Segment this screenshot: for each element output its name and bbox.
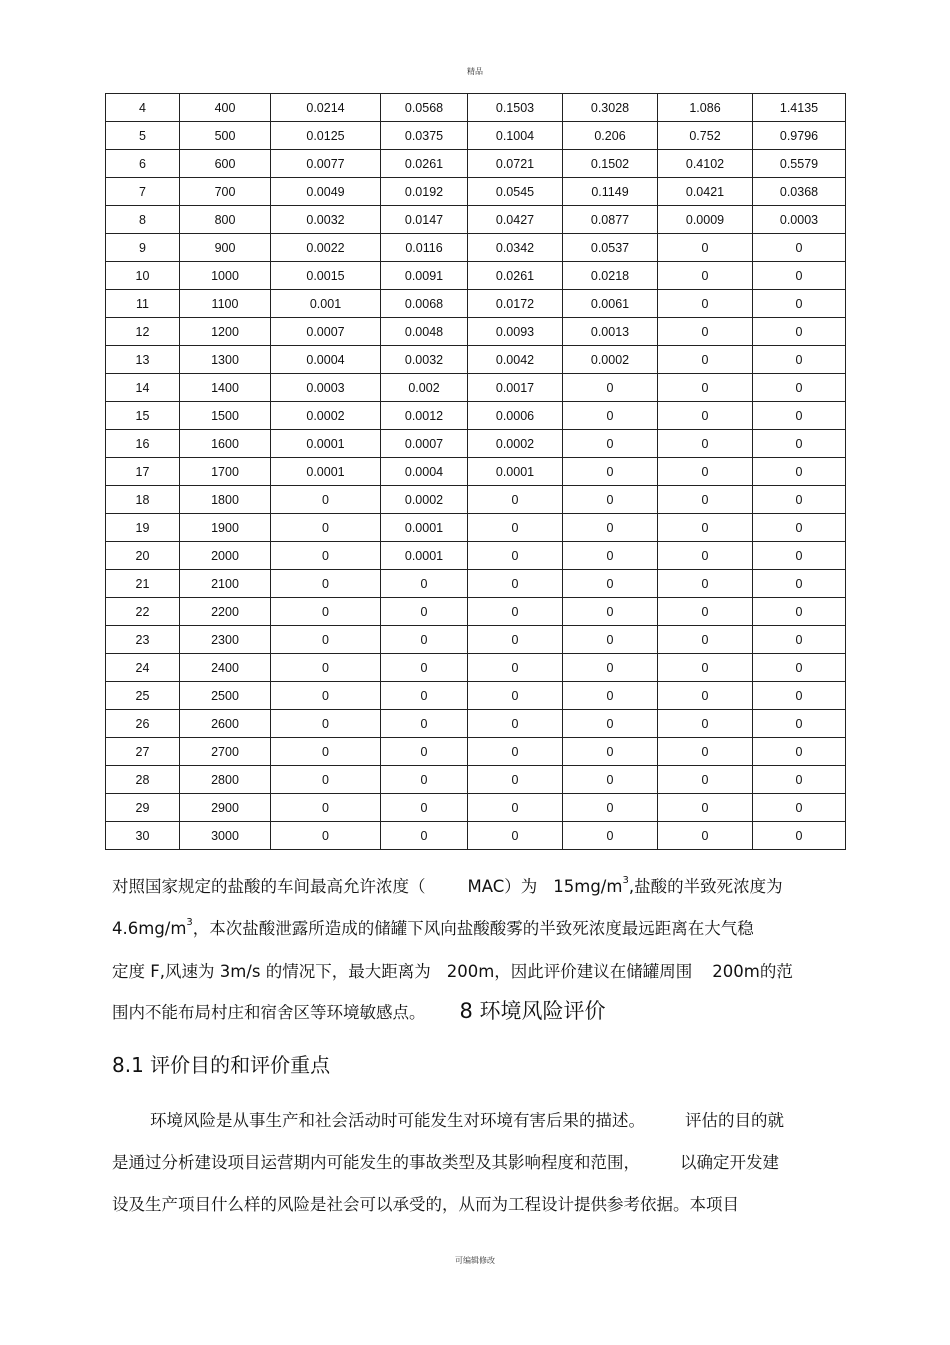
text-segment: 15mg/m xyxy=(553,877,623,896)
table-cell: 0 xyxy=(753,654,846,682)
table-cell: 0.0006 xyxy=(468,402,563,430)
text-segment: 评估的目的就 xyxy=(685,1111,784,1130)
table-cell: 0 xyxy=(753,598,846,626)
table-cell: 0 xyxy=(563,598,658,626)
table-cell: 600 xyxy=(180,150,271,178)
table-cell: 0.0077 xyxy=(271,150,381,178)
table-row xyxy=(106,94,846,122)
table-cell: 0.0032 xyxy=(381,346,468,374)
table-cell: 0.002 xyxy=(381,374,468,402)
table-cell: 0 xyxy=(753,262,846,290)
table-cell: 0 xyxy=(658,626,753,654)
table-row xyxy=(106,206,846,234)
table-cell: 0 xyxy=(563,794,658,822)
table-cell: 0.4102 xyxy=(658,150,753,178)
table-cell: 1000 xyxy=(180,262,271,290)
table-cell: 8 xyxy=(106,206,180,234)
table-cell: 0 xyxy=(271,738,381,766)
table-cell: 0.0002 xyxy=(563,346,658,374)
table-body xyxy=(106,94,846,850)
paragraph-1-line-4 xyxy=(112,1000,842,1024)
table-cell: 0.0002 xyxy=(381,486,468,514)
table-cell: 0 xyxy=(658,458,753,486)
text-segment: ，本次盐酸泄露所造成的储罐下风向盐酸酸雾的半致死浓度最远距离在大气稳 xyxy=(192,919,754,938)
table-row xyxy=(106,234,846,262)
table-cell: 1.4135 xyxy=(753,94,846,122)
table-cell: 0.0017 xyxy=(468,374,563,402)
table-cell: 0 xyxy=(658,318,753,346)
table-cell: 0 xyxy=(658,738,753,766)
table-cell: 0 xyxy=(658,710,753,738)
table-cell: 0 xyxy=(468,710,563,738)
table-cell: 2900 xyxy=(180,794,271,822)
superscript: 3 xyxy=(622,875,629,886)
table-row xyxy=(106,570,846,598)
table-cell: 0 xyxy=(658,402,753,430)
table-cell: 0 xyxy=(753,290,846,318)
table-cell: 0 xyxy=(271,822,381,850)
table-cell: 0 xyxy=(381,626,468,654)
text-segment: 200m，因此评价建议在储罐周围 xyxy=(446,962,693,981)
table-cell: 17 xyxy=(106,458,180,486)
table-cell: 0 xyxy=(753,234,846,262)
table-cell: 0 xyxy=(753,626,846,654)
table-cell: 0 xyxy=(468,598,563,626)
table-row xyxy=(106,290,846,318)
table-row xyxy=(106,262,846,290)
table-cell: 0.0001 xyxy=(271,430,381,458)
table-cell: 1800 xyxy=(180,486,271,514)
table-cell: 2800 xyxy=(180,766,271,794)
table-cell: 0 xyxy=(563,542,658,570)
table-cell: 2700 xyxy=(180,738,271,766)
table-cell: 0.0192 xyxy=(381,178,468,206)
table-cell: 0.0009 xyxy=(658,206,753,234)
table-row xyxy=(106,178,846,206)
table-cell: 0 xyxy=(753,794,846,822)
paragraph-2-line-3: 设及生产项目什么样的风险是社会可以承受的，从而为工程设计提供参考依据。本项目 xyxy=(112,1195,739,1214)
table-cell: 0 xyxy=(271,682,381,710)
table-cell: 0 xyxy=(563,514,658,542)
table-cell: 0.0125 xyxy=(271,122,381,150)
table-cell: 0 xyxy=(271,570,381,598)
table-cell: 19 xyxy=(106,514,180,542)
table-cell: 0.0022 xyxy=(271,234,381,262)
table-cell: 0 xyxy=(563,402,658,430)
table-cell: 0.1004 xyxy=(468,122,563,150)
table-cell: 0 xyxy=(381,654,468,682)
table-cell: 7 xyxy=(106,178,180,206)
table-cell: 0 xyxy=(468,514,563,542)
table-cell: 1200 xyxy=(180,318,271,346)
table-cell: 0.206 xyxy=(563,122,658,150)
table-cell: 0 xyxy=(753,766,846,794)
table-cell: 0 xyxy=(753,738,846,766)
table-cell: 0 xyxy=(468,654,563,682)
table-cell: 0.0012 xyxy=(381,402,468,430)
table-cell: 400 xyxy=(180,94,271,122)
table-cell: 4 xyxy=(106,94,180,122)
table-cell: 0 xyxy=(563,430,658,458)
table-row xyxy=(106,598,846,626)
paragraph-1-line-2 xyxy=(112,918,842,940)
table-cell: 30 xyxy=(106,822,180,850)
table-cell: 0 xyxy=(753,346,846,374)
table-cell: 13 xyxy=(106,346,180,374)
table-cell: 12 xyxy=(106,318,180,346)
table-row xyxy=(106,402,846,430)
table-cell: 0 xyxy=(381,710,468,738)
table-cell: 0.0091 xyxy=(381,262,468,290)
table-cell: 0.0261 xyxy=(468,262,563,290)
table-cell: 0.0004 xyxy=(381,458,468,486)
table-cell: 0.0368 xyxy=(753,178,846,206)
table-cell: 0.0218 xyxy=(563,262,658,290)
table-cell: 0 xyxy=(468,570,563,598)
table-cell: 0.0001 xyxy=(468,458,563,486)
paragraph-1-line-1 xyxy=(112,876,842,898)
table-cell: 0 xyxy=(271,626,381,654)
table-cell: 0.0002 xyxy=(468,430,563,458)
table-row xyxy=(106,654,846,682)
table-cell: 0.0721 xyxy=(468,150,563,178)
table-cell: 0 xyxy=(753,822,846,850)
table-cell: 0 xyxy=(753,570,846,598)
table-cell: 0 xyxy=(381,598,468,626)
table-cell: 0.5579 xyxy=(753,150,846,178)
table-cell: 0.0068 xyxy=(381,290,468,318)
table-cell: 0.752 xyxy=(658,122,753,150)
table-cell: 0 xyxy=(271,486,381,514)
table-cell: 27 xyxy=(106,738,180,766)
table-cell: 29 xyxy=(106,794,180,822)
table-cell: 21 xyxy=(106,570,180,598)
table-cell: 0.0015 xyxy=(271,262,381,290)
table-cell: 0.0877 xyxy=(563,206,658,234)
table-cell: 0.0002 xyxy=(271,402,381,430)
text-segment: 环境风险是从事生产和社会活动时可能发生对环境有害后果的描述。 xyxy=(150,1111,645,1130)
text-segment: 围内不能布局村庄和宿舍区等环境敏感点。 xyxy=(112,1003,426,1022)
table-cell: 800 xyxy=(180,206,271,234)
text-segment: 以确定开发建 xyxy=(680,1153,779,1172)
table-cell: 0.0061 xyxy=(563,290,658,318)
table-cell: 0 xyxy=(753,514,846,542)
table-cell: 0 xyxy=(658,262,753,290)
table-row xyxy=(106,710,846,738)
table-cell: 0 xyxy=(658,514,753,542)
table-cell: 0.0568 xyxy=(381,94,468,122)
paragraph-2-line-2 xyxy=(112,1152,842,1174)
table-cell: 0 xyxy=(658,486,753,514)
table-cell: 0.0032 xyxy=(271,206,381,234)
table-cell: 2300 xyxy=(180,626,271,654)
table-row xyxy=(106,374,846,402)
text-segment: 对照国家规定的盐酸的车间最高允许浓度（ xyxy=(112,877,426,896)
text-segment: 是通过分析建设项目运营期内可能发生的事故类型及其影响程度和范围， xyxy=(112,1153,640,1172)
table-cell: 0.0214 xyxy=(271,94,381,122)
table-cell: 0 xyxy=(563,486,658,514)
table-cell: 18 xyxy=(106,486,180,514)
table-cell: 0 xyxy=(381,766,468,794)
table-cell: 0.0537 xyxy=(563,234,658,262)
table-cell: 0 xyxy=(658,794,753,822)
table-cell: 0.0147 xyxy=(381,206,468,234)
table-row xyxy=(106,346,846,374)
table-cell: 0.0427 xyxy=(468,206,563,234)
table-cell: 0 xyxy=(658,682,753,710)
table-cell: 0 xyxy=(271,766,381,794)
table-cell: 0.3028 xyxy=(563,94,658,122)
table-cell: 0 xyxy=(468,486,563,514)
table-cell: 1400 xyxy=(180,374,271,402)
table-cell: 1300 xyxy=(180,346,271,374)
table-cell: 0 xyxy=(753,542,846,570)
table-cell: 1500 xyxy=(180,402,271,430)
table-cell: 0 xyxy=(381,794,468,822)
table-cell: 0.0048 xyxy=(381,318,468,346)
table-row xyxy=(106,682,846,710)
table-cell: 0 xyxy=(658,570,753,598)
text-segment: 4.6mg/m xyxy=(112,919,187,938)
table-cell: 2600 xyxy=(180,710,271,738)
table-cell: 5 xyxy=(106,122,180,150)
table-cell: 0.0003 xyxy=(271,374,381,402)
table-cell: 0.1502 xyxy=(563,150,658,178)
table-cell: 11 xyxy=(106,290,180,318)
table-cell: 0 xyxy=(563,682,658,710)
table-cell: 0 xyxy=(658,598,753,626)
table-row xyxy=(106,430,846,458)
table-cell: 700 xyxy=(180,178,271,206)
text-segment: MAC）为 xyxy=(467,877,538,896)
table-cell: 0 xyxy=(753,486,846,514)
concentration-table xyxy=(105,93,846,850)
table-cell: 0 xyxy=(563,654,658,682)
table-cell: 0 xyxy=(563,458,658,486)
page-header-mark: 精品 xyxy=(467,67,483,76)
table-cell: 0 xyxy=(563,766,658,794)
table-cell: 0 xyxy=(381,738,468,766)
table-cell: 26 xyxy=(106,710,180,738)
table-cell: 0 xyxy=(658,346,753,374)
text-segment: 200m的范 xyxy=(712,962,793,981)
table-cell: 0 xyxy=(753,458,846,486)
table-cell: 0 xyxy=(658,290,753,318)
table-cell: 0 xyxy=(468,626,563,654)
table-cell: 9 xyxy=(106,234,180,262)
table-cell: 0 xyxy=(271,654,381,682)
table-cell: 0 xyxy=(753,430,846,458)
table-cell: 0.0007 xyxy=(271,318,381,346)
paragraph-1-line-3 xyxy=(112,961,842,983)
table-cell: 0.0049 xyxy=(271,178,381,206)
table-cell: 0 xyxy=(563,626,658,654)
table-cell: 0.0421 xyxy=(658,178,753,206)
table-cell: 0 xyxy=(658,822,753,850)
table-cell: 0 xyxy=(658,654,753,682)
table-cell: 0.0003 xyxy=(753,206,846,234)
table-cell: 0.0342 xyxy=(468,234,563,262)
table-cell: 28 xyxy=(106,766,180,794)
table-row xyxy=(106,514,846,542)
table-cell: 16 xyxy=(106,430,180,458)
table-cell: 2200 xyxy=(180,598,271,626)
table-cell: 900 xyxy=(180,234,271,262)
table-cell: 0 xyxy=(753,318,846,346)
table-cell: 0 xyxy=(271,514,381,542)
table-cell: 2000 xyxy=(180,542,271,570)
table-cell: 1900 xyxy=(180,514,271,542)
table-cell: 0.0375 xyxy=(381,122,468,150)
table-cell: 0.0001 xyxy=(381,514,468,542)
table-cell: 1100 xyxy=(180,290,271,318)
table-row xyxy=(106,822,846,850)
table-row xyxy=(106,766,846,794)
table-cell: 0.0013 xyxy=(563,318,658,346)
table-cell: 0.0093 xyxy=(468,318,563,346)
table-cell: 0 xyxy=(563,374,658,402)
table-row xyxy=(106,794,846,822)
table-cell: 0 xyxy=(563,822,658,850)
table-cell: 0.0004 xyxy=(271,346,381,374)
table-cell: 0 xyxy=(271,542,381,570)
table-cell: 1600 xyxy=(180,430,271,458)
table-cell: 0 xyxy=(658,430,753,458)
table-cell: 0 xyxy=(658,542,753,570)
table-cell: 22 xyxy=(106,598,180,626)
section-heading-8: 8 环境风险评价 xyxy=(459,999,606,1023)
table-cell: 1.086 xyxy=(658,94,753,122)
superscript: 3 xyxy=(186,917,193,928)
table-cell: 0.0001 xyxy=(271,458,381,486)
text-segment: ,盐酸的半致死浓度为 xyxy=(628,877,783,896)
table-cell: 0 xyxy=(271,598,381,626)
text-segment: 定度 F,风速为 3m/s 的情况下，最大距离为 xyxy=(112,962,431,981)
table-cell: 500 xyxy=(180,122,271,150)
table-row xyxy=(106,458,846,486)
table-cell: 0.0261 xyxy=(381,150,468,178)
table-cell: 0 xyxy=(381,682,468,710)
table-cell: 0 xyxy=(563,710,658,738)
table-cell: 0 xyxy=(271,710,381,738)
table-cell: 0 xyxy=(468,738,563,766)
table-cell: 15 xyxy=(106,402,180,430)
table-cell: 0 xyxy=(563,738,658,766)
table-cell: 0.0116 xyxy=(381,234,468,262)
table-cell: 25 xyxy=(106,682,180,710)
table-row xyxy=(106,626,846,654)
table-cell: 0 xyxy=(563,570,658,598)
table-row xyxy=(106,122,846,150)
table-cell: 2100 xyxy=(180,570,271,598)
table-cell: 0 xyxy=(658,766,753,794)
table-cell: 20 xyxy=(106,542,180,570)
table-cell: 3000 xyxy=(180,822,271,850)
table-cell: 0 xyxy=(271,794,381,822)
table-cell: 0 xyxy=(753,710,846,738)
table-cell: 6 xyxy=(106,150,180,178)
table-row xyxy=(106,150,846,178)
page-footer-mark: 可编辑修改 xyxy=(455,1256,495,1265)
table-cell: 0.001 xyxy=(271,290,381,318)
table-cell: 0.0172 xyxy=(468,290,563,318)
table-cell: 0 xyxy=(658,374,753,402)
table-cell: 0 xyxy=(381,822,468,850)
table-cell: 0 xyxy=(753,374,846,402)
table-cell: 0 xyxy=(468,542,563,570)
table-cell: 0 xyxy=(468,682,563,710)
table-row xyxy=(106,486,846,514)
table-row xyxy=(106,738,846,766)
table-cell: 14 xyxy=(106,374,180,402)
table-cell: 0.0042 xyxy=(468,346,563,374)
table-cell: 0 xyxy=(753,402,846,430)
paragraph-2-line-1 xyxy=(112,1110,842,1132)
table-cell: 2400 xyxy=(180,654,271,682)
table-cell: 0.1503 xyxy=(468,94,563,122)
table-cell: 0.0007 xyxy=(381,430,468,458)
table-row xyxy=(106,318,846,346)
table-cell: 0.9796 xyxy=(753,122,846,150)
table-cell: 0 xyxy=(381,570,468,598)
table-cell: 10 xyxy=(106,262,180,290)
section-heading-8-1: 8.1 评价目的和评价重点 xyxy=(112,1053,331,1077)
table-cell: 24 xyxy=(106,654,180,682)
table-cell: 0 xyxy=(753,682,846,710)
table-cell: 0 xyxy=(468,794,563,822)
table-cell: 1700 xyxy=(180,458,271,486)
table-cell: 0.0545 xyxy=(468,178,563,206)
table-row xyxy=(106,542,846,570)
table-cell: 23 xyxy=(106,626,180,654)
table-cell: 0.1149 xyxy=(563,178,658,206)
table-cell: 0 xyxy=(468,822,563,850)
table-cell: 0 xyxy=(658,234,753,262)
table-cell: 0.0001 xyxy=(381,542,468,570)
table-cell: 0 xyxy=(468,766,563,794)
table-cell: 2500 xyxy=(180,682,271,710)
